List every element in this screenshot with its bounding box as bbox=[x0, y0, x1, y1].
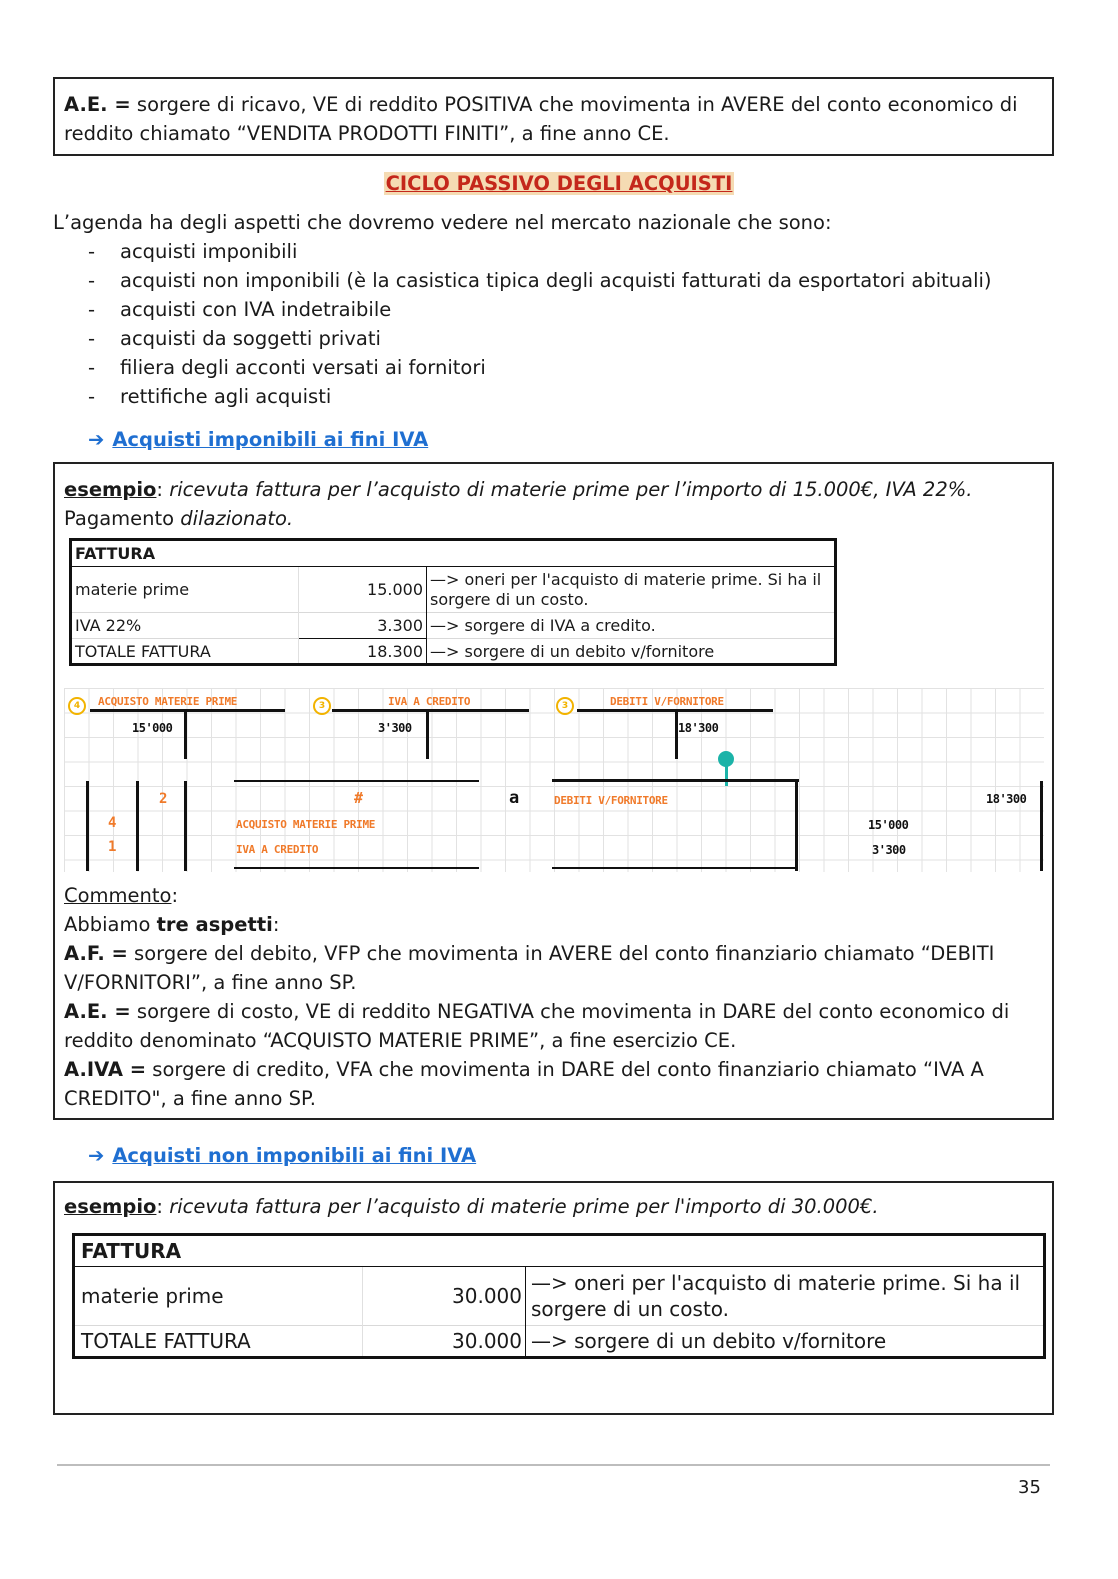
journal-row-amount: 3'300 bbox=[872, 843, 906, 857]
table-row: materie prime 15.000 —> oneri per l'acquisto di materie prime. Si ha il sorgere di un costo. bbox=[71, 567, 836, 613]
invoice-table bbox=[72, 1233, 1046, 1359]
ledger-sketch bbox=[64, 688, 1044, 872]
list-item: - acquisti da soggetti privati bbox=[53, 324, 1063, 353]
section-link-text[interactable]: Acquisti non imponibili ai fini IVA bbox=[112, 1144, 477, 1167]
t-account-value: 3'300 bbox=[378, 721, 412, 735]
table-row: materie prime 30.000 —> oneri per l'acquisto di materie prime. Si ha il sorgere di un costo. bbox=[74, 1267, 1045, 1326]
comment-title: Commento bbox=[64, 884, 172, 907]
intro-text: L’agenda ha degli aspetti che dovremo vedere nel mercato nazionale che sono: bbox=[53, 211, 832, 234]
journal-row-account: ACQUISTO MATERIE PRIME bbox=[236, 818, 376, 831]
section-heading: CICLO PASSIVO DEGLI ACQUISTI bbox=[385, 172, 733, 195]
arrow-right-icon: ➔ bbox=[88, 428, 105, 451]
list-item: - acquisti con IVA indetraibile bbox=[53, 295, 1063, 324]
journal-total: 18'300 bbox=[986, 792, 1027, 806]
journal-row-number: 1 bbox=[108, 839, 117, 855]
aspect-aiva: A.IVA = sorgere di credito, VFA che movimenta in DARE del conto finanziario chiamato “IVA A CREDITO", a fine anno SP. bbox=[64, 1058, 984, 1110]
aspects-list bbox=[53, 237, 1063, 411]
page-number: 35 bbox=[1018, 1477, 1041, 1498]
list-item: - filiera degli acconti versati ai fornitori bbox=[53, 353, 1063, 382]
journal-credit-account: DEBITI V/FORNITORE bbox=[554, 794, 668, 807]
example-text: esempio: ricevuta fattura per l’acquisto di materie prime per l'importo di 30.000€. bbox=[64, 1195, 879, 1218]
example-box-non-imponibili bbox=[53, 1181, 1054, 1415]
t-account-title: ACQUISTO MATERIE PRIME bbox=[98, 695, 238, 708]
section-title-non-imponibili[interactable] bbox=[88, 1141, 476, 1170]
t-account-title: IVA A CREDITO bbox=[388, 695, 471, 708]
aspect-ae: A.E. = sorgere di costo, VE di reddito NEGATIVA che movimenta in DARE del conto economico di reddito denominato “ACQUISTO MATERIE PRIME”, a fine esercizio CE. bbox=[64, 1000, 1010, 1052]
step-circle-icon: 3 bbox=[313, 697, 331, 715]
top-box-text: A.E. = sorgere di ricavo, VE di reddito POSITIVA che movimenta in AVERE del conto economico di reddito chiamato “VENDITA PRODOTTI FINITI”, a fine anno CE. bbox=[64, 93, 1018, 145]
aspect-af: A.F. = sorgere del debito, VFP che movimenta in AVERE del conto finanziario chiamato “DEBITI V/FORNITORI”, a fine anno SP. bbox=[64, 942, 995, 994]
list-item: - rettifiche agli acquisti bbox=[53, 382, 1063, 411]
journal-column-number: 2 bbox=[159, 791, 168, 807]
table-row: IVA 22% 3.300 —> sorgere di IVA a credito. bbox=[71, 613, 836, 639]
footer-divider bbox=[57, 1464, 1050, 1466]
t-account-title: DEBITI V/FORNITORE bbox=[610, 695, 724, 708]
invoice-header-row: FATTURA bbox=[71, 540, 836, 567]
journal-hash: # bbox=[354, 789, 363, 807]
t-account-value: 18'300 bbox=[678, 721, 719, 735]
comment-block: Commento: Abbiamo tre aspetti: A.F. = sorgere del debito, VFP che movimenta in AVERE del conto finanziario chiamato “DEBITI V/FORNITORI”, a fine anno SP. A.E. = sorgere di costo, VE di reddito NEGATIVA che movimenta in DARE del conto economico di reddito denominato “ACQUISTO MATERIE PRIME”, a fine esercizio CE. A.IVA = sorgere di credito, VFA che movimenta in DARE del conto finanziario chiamato “IVA A CREDITO", a fine anno SP. bbox=[64, 881, 1049, 1113]
top-box bbox=[53, 77, 1054, 156]
t-account-value: 15'000 bbox=[132, 721, 173, 735]
step-circle-icon: 3 bbox=[556, 697, 574, 715]
step-circle-icon: 4 bbox=[68, 697, 86, 715]
section-link-text[interactable]: Acquisti imponibili ai fini IVA bbox=[112, 428, 429, 451]
intro-block bbox=[53, 208, 1063, 411]
arrow-right-icon: ➔ bbox=[88, 1144, 105, 1167]
journal-row-number: 4 bbox=[108, 815, 117, 831]
table-row: TOTALE FATTURA 18.300 —> sorgere di un debito v/fornitore bbox=[71, 639, 836, 665]
list-item: - acquisti imponibili bbox=[53, 237, 1063, 266]
table-row: TOTALE FATTURA 30.000 —> sorgere di un debito v/fornitore bbox=[74, 1326, 1045, 1358]
invoice-header-row: FATTURA bbox=[74, 1235, 1045, 1267]
journal-row-amount: 15'000 bbox=[868, 818, 909, 832]
section-title-imponibili[interactable] bbox=[88, 425, 428, 454]
example-text: esempio: ricevuta fattura per l’acquisto di materie prime per l’importo di 15.000€, IVA 22%. Pagamento dilazionato. bbox=[64, 478, 973, 530]
journal-row-account: IVA A CREDITO bbox=[236, 843, 319, 856]
invoice-table bbox=[69, 538, 837, 666]
list-item: - acquisti non imponibili (è la casistica tipica degli acquisti fatturati da esportatori abituali) bbox=[53, 266, 1063, 295]
journal-a-word: a bbox=[509, 788, 519, 808]
